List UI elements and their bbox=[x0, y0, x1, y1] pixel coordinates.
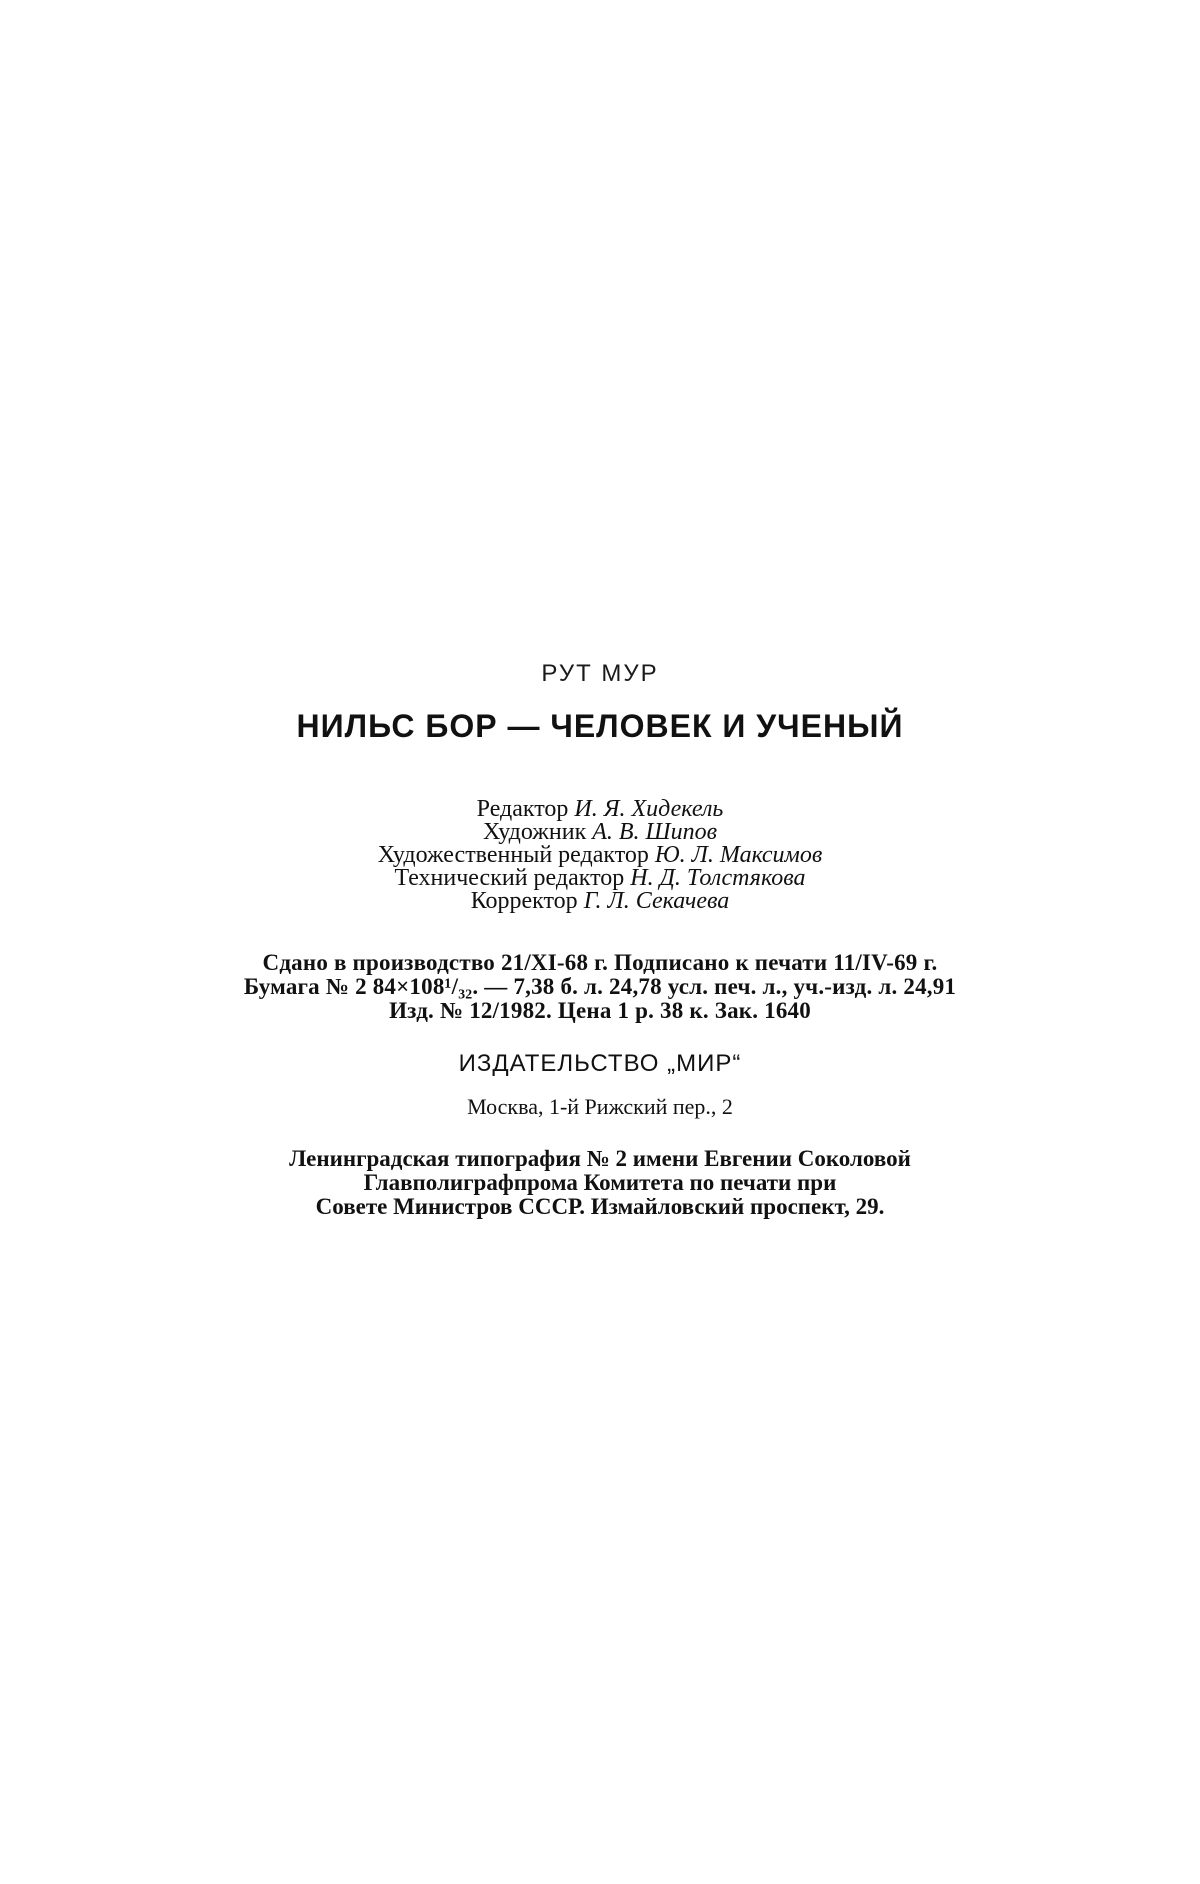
imprint-line: Сдано в производство 21/XI-68 г. Подписано к печати 11/IV-69 г. bbox=[262, 950, 938, 975]
credit-role: Корректор bbox=[470, 888, 578, 914]
credit-name: Н. Д. Толстякова bbox=[630, 865, 806, 891]
credit-proofreader bbox=[0, 890, 1200, 913]
credit-role: Художник bbox=[482, 819, 587, 845]
publisher-address: Москва, 1-й Рижский пер., 2 bbox=[467, 1094, 733, 1119]
credit-name: А. В. Шипов bbox=[592, 819, 718, 845]
imprint-line: Изд. № 12/1982. Цена 1 р. 38 к. Зак. 1640 bbox=[389, 998, 811, 1023]
printer-block bbox=[0, 1147, 1200, 1219]
credit-art-editor bbox=[0, 844, 1200, 867]
printer-line: Главполиграфпрома Комитета по печати при bbox=[363, 1170, 837, 1195]
credits-block bbox=[0, 798, 1200, 913]
printer-line: Ленинградская типография № 2 имени Евгении Соколовой bbox=[289, 1146, 911, 1171]
imprint-block bbox=[0, 951, 1200, 1023]
author-name: РУТ МУР bbox=[541, 660, 659, 687]
imprint-line: Бумага № 2 84×108¹/₃₂. — 7,38 б. л. 24,78 усл. печ. л., уч.-изд. л. 24,91 bbox=[243, 974, 957, 999]
credit-editor bbox=[0, 798, 1200, 821]
printer-line: Совете Министров СССР. Измайловский проспект, 29. bbox=[315, 1194, 885, 1219]
book-title: НИЛЬС БОР — ЧЕЛОВЕК И УЧЕНЫЙ bbox=[296, 708, 904, 744]
credit-role: Художественный редактор bbox=[377, 842, 649, 868]
credit-tech-editor bbox=[0, 867, 1200, 890]
credit-role: Редактор bbox=[476, 796, 569, 822]
publisher-name: ИЗДАТЕЛЬСТВО „МИР“ bbox=[458, 1050, 742, 1077]
credit-name: Г. Л. Секачева bbox=[583, 888, 730, 914]
credit-name: И. Я. Хидекель bbox=[574, 796, 724, 822]
credit-role: Технический редактор bbox=[394, 865, 625, 891]
credit-name: Ю. Л. Максимов bbox=[654, 842, 823, 868]
credit-artist bbox=[0, 821, 1200, 844]
